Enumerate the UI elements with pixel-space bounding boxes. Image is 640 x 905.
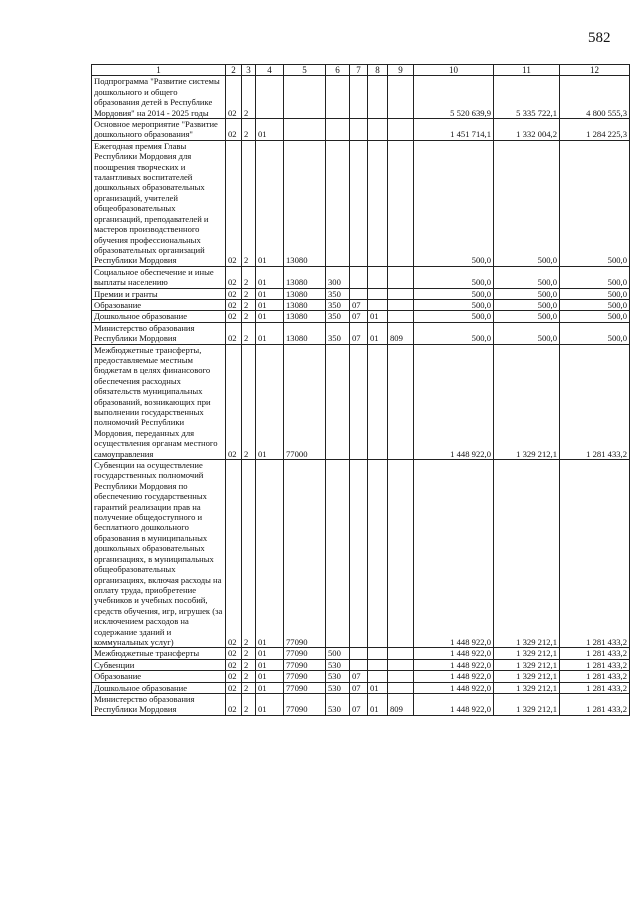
code-cell: [350, 266, 368, 288]
amount-cell: 500,0: [560, 311, 630, 322]
code-cell: [388, 266, 414, 288]
code-cell: 350: [326, 322, 350, 344]
header-cell: 9: [388, 65, 414, 76]
code-cell: 809: [388, 693, 414, 715]
amount-cell: 1 329 212,1: [494, 671, 560, 682]
table-row: [92, 682, 630, 693]
code-cell: 02: [226, 266, 242, 288]
code-cell: [368, 140, 388, 266]
code-cell: 07: [350, 693, 368, 715]
code-cell: [284, 119, 326, 141]
row-name-cell: Межбюджетные трансферты, предоставляемые местным бюджетам в целях финансового обеспечения расходных обязательств муниципальных образований, возникающих при выполнении государственных полномочий Республики Мордовия, переданных для осуществления органам местного самоуправления: [92, 344, 226, 459]
code-cell: [388, 288, 414, 299]
amount-cell: 500,0: [494, 299, 560, 310]
amount-cell: 5 520 639,9: [414, 76, 494, 119]
header-cell: 3: [242, 65, 256, 76]
amount-cell: 4 800 555,3: [560, 76, 630, 119]
row-name-cell: Дошкольное образование: [92, 311, 226, 322]
code-cell: 350: [326, 311, 350, 322]
code-cell: [368, 460, 388, 648]
amount-cell: 1 329 212,1: [494, 648, 560, 659]
table-row: [92, 322, 630, 344]
amount-cell: 1 329 212,1: [494, 682, 560, 693]
row-name-cell: Премии и гранты: [92, 288, 226, 299]
code-cell: 2: [242, 76, 256, 119]
code-cell: 01: [256, 671, 284, 682]
header-cell: 2: [226, 65, 242, 76]
code-cell: 07: [350, 299, 368, 310]
amount-cell: 500,0: [560, 288, 630, 299]
code-cell: [368, 299, 388, 310]
amount-cell: 500,0: [414, 322, 494, 344]
code-cell: 77090: [284, 659, 326, 670]
code-cell: 500: [326, 648, 350, 659]
code-cell: 2: [242, 311, 256, 322]
code-cell: [388, 648, 414, 659]
amount-cell: 500,0: [560, 140, 630, 266]
code-cell: 01: [256, 119, 284, 141]
table-row: [92, 671, 630, 682]
header-cell: 4: [256, 65, 284, 76]
code-cell: [350, 648, 368, 659]
code-cell: 02: [226, 659, 242, 670]
code-cell: 02: [226, 140, 242, 266]
code-cell: 77090: [284, 693, 326, 715]
header-cell: 10: [414, 65, 494, 76]
amount-cell: 1 448 922,0: [414, 648, 494, 659]
code-cell: 01: [368, 682, 388, 693]
code-cell: 01: [256, 659, 284, 670]
header-cell: 7: [350, 65, 368, 76]
code-cell: 2: [242, 659, 256, 670]
table-row: [92, 460, 630, 648]
amount-cell: 1 281 433,2: [560, 693, 630, 715]
code-cell: 02: [226, 693, 242, 715]
code-cell: [284, 76, 326, 119]
table-row: [92, 266, 630, 288]
code-cell: 02: [226, 288, 242, 299]
code-cell: 2: [242, 682, 256, 693]
code-cell: 13080: [284, 299, 326, 310]
code-cell: 300: [326, 266, 350, 288]
code-cell: 530: [326, 671, 350, 682]
table-row: [92, 693, 630, 715]
table-row: [92, 648, 630, 659]
code-cell: 02: [226, 460, 242, 648]
code-cell: 02: [226, 682, 242, 693]
code-cell: 2: [242, 460, 256, 648]
code-cell: 350: [326, 288, 350, 299]
code-cell: [368, 76, 388, 119]
code-cell: [368, 648, 388, 659]
code-cell: 01: [256, 266, 284, 288]
row-name-cell: Основное мероприятие "Развитие дошкольного образования": [92, 119, 226, 141]
code-cell: 2: [242, 693, 256, 715]
table-row: [92, 299, 630, 310]
code-cell: 2: [242, 266, 256, 288]
row-name-cell: Социальное обеспечение и иные выплаты населению: [92, 266, 226, 288]
code-cell: 2: [242, 140, 256, 266]
amount-cell: 500,0: [414, 299, 494, 310]
amount-cell: 1 448 922,0: [414, 682, 494, 693]
budget-table: [91, 64, 630, 716]
code-cell: [350, 288, 368, 299]
amount-cell: 1 451 714,1: [414, 119, 494, 141]
code-cell: 2: [242, 288, 256, 299]
code-cell: [368, 659, 388, 670]
code-cell: 01: [256, 460, 284, 648]
code-cell: 07: [350, 682, 368, 693]
code-cell: 13080: [284, 322, 326, 344]
amount-cell: 1 284 225,3: [560, 119, 630, 141]
amount-cell: 1 448 922,0: [414, 693, 494, 715]
code-cell: 530: [326, 682, 350, 693]
amount-cell: 500,0: [494, 140, 560, 266]
code-cell: 13080: [284, 140, 326, 266]
code-cell: 13080: [284, 311, 326, 322]
code-cell: 77090: [284, 460, 326, 648]
code-cell: 01: [256, 344, 284, 459]
row-name-cell: Подпрограмма "Развитие системы дошкольного и общего образования детей в Республике Мордовия" на 2014 - 2025 годы: [92, 76, 226, 119]
row-name-cell: Образование: [92, 299, 226, 310]
code-cell: 02: [226, 648, 242, 659]
table-row: [92, 344, 630, 459]
code-cell: 01: [368, 311, 388, 322]
code-cell: [350, 344, 368, 459]
table-row: [92, 76, 630, 119]
code-cell: 2: [242, 344, 256, 459]
code-cell: [388, 344, 414, 459]
amount-cell: 500,0: [414, 288, 494, 299]
amount-cell: 1 281 433,2: [560, 460, 630, 648]
code-cell: [350, 460, 368, 648]
header-cell: 6: [326, 65, 350, 76]
code-cell: [256, 76, 284, 119]
code-cell: 07: [350, 311, 368, 322]
row-name-cell: Дошкольное образование: [92, 682, 226, 693]
code-cell: 2: [242, 299, 256, 310]
code-cell: 02: [226, 299, 242, 310]
amount-cell: 500,0: [560, 266, 630, 288]
code-cell: [350, 119, 368, 141]
code-cell: [368, 266, 388, 288]
row-name-cell: Министерство образования Республики Мордовия: [92, 693, 226, 715]
header-cell: 1: [92, 65, 226, 76]
code-cell: 77090: [284, 671, 326, 682]
amount-cell: 1 329 212,1: [494, 460, 560, 648]
row-name-cell: Ежегодная премия Главы Республики Мордовия для поощрения творческих и талантливых воспитателей дошкольных образовательных организаций, учителей общеобразовательных организаций, преподавателей и мастеров производственного обучения профессиональных образовательных организаций Республики Мордовия: [92, 140, 226, 266]
amount-cell: 1 281 433,2: [560, 344, 630, 459]
code-cell: 02: [226, 119, 242, 141]
table-row: [92, 119, 630, 141]
amount-cell: 1 448 922,0: [414, 659, 494, 670]
code-cell: 2: [242, 648, 256, 659]
code-cell: 02: [226, 76, 242, 119]
header-cell: 8: [368, 65, 388, 76]
code-cell: 01: [256, 299, 284, 310]
code-cell: 01: [256, 648, 284, 659]
table-body: [92, 65, 630, 716]
code-cell: [326, 119, 350, 141]
code-cell: 2: [242, 322, 256, 344]
amount-cell: 1 281 433,2: [560, 648, 630, 659]
row-name-cell: Субвенции на осуществление государственных полномочий Республики Мордовия по обеспечению государственных гарантий реализации прав на получение общедоступного и бесплатного дошкольного образования в муниципальных дошкольных образовательных организациях, в муниципальных общеобразовательных организациях, включая расходы на оплату труда, приобретение учебников и учебных пособий, средств обучения, игр, игрушек (за исключением расходов на содержание зданий и коммунальных услуг): [92, 460, 226, 648]
amount-cell: 500,0: [494, 311, 560, 322]
amount-cell: 1 329 212,1: [494, 659, 560, 670]
code-cell: 01: [256, 140, 284, 266]
amount-cell: 500,0: [560, 322, 630, 344]
code-cell: 2: [242, 671, 256, 682]
code-cell: 77000: [284, 344, 326, 459]
code-cell: [368, 671, 388, 682]
code-cell: [368, 119, 388, 141]
header-cell: 11: [494, 65, 560, 76]
code-cell: 07: [350, 671, 368, 682]
code-cell: [368, 344, 388, 459]
code-cell: 2: [242, 119, 256, 141]
code-cell: [368, 288, 388, 299]
table-row: [92, 311, 630, 322]
code-cell: 350: [326, 299, 350, 310]
code-cell: 02: [226, 671, 242, 682]
amount-cell: 1 332 004,2: [494, 119, 560, 141]
code-cell: 530: [326, 693, 350, 715]
table-row: [92, 288, 630, 299]
code-cell: [388, 659, 414, 670]
code-cell: [388, 299, 414, 310]
code-cell: 809: [388, 322, 414, 344]
code-cell: 01: [368, 322, 388, 344]
amount-cell: 1 281 433,2: [560, 659, 630, 670]
code-cell: [350, 659, 368, 670]
amount-cell: 500,0: [560, 299, 630, 310]
amount-cell: 500,0: [494, 288, 560, 299]
amount-cell: 500,0: [414, 266, 494, 288]
code-cell: 01: [256, 693, 284, 715]
amount-cell: 1 329 212,1: [494, 693, 560, 715]
code-cell: 07: [350, 322, 368, 344]
amount-cell: 500,0: [494, 266, 560, 288]
code-cell: [388, 140, 414, 266]
code-cell: 01: [368, 693, 388, 715]
row-name-cell: Министерство образования Республики Мордовия: [92, 322, 226, 344]
amount-cell: 1 448 922,0: [414, 460, 494, 648]
code-cell: [388, 76, 414, 119]
amount-cell: 500,0: [414, 140, 494, 266]
code-cell: [326, 460, 350, 648]
code-cell: 01: [256, 288, 284, 299]
amount-cell: 1 448 922,0: [414, 671, 494, 682]
amount-cell: 5 335 722,1: [494, 76, 560, 119]
code-cell: 01: [256, 311, 284, 322]
code-cell: 02: [226, 344, 242, 459]
code-cell: [388, 671, 414, 682]
amount-cell: 1 281 433,2: [560, 671, 630, 682]
amount-cell: 500,0: [414, 311, 494, 322]
code-cell: 01: [256, 682, 284, 693]
amount-cell: 1 281 433,2: [560, 682, 630, 693]
table-row: [92, 659, 630, 670]
code-cell: [326, 76, 350, 119]
header-cell: 5: [284, 65, 326, 76]
row-name-cell: Образование: [92, 671, 226, 682]
code-cell: 13080: [284, 266, 326, 288]
row-name-cell: Межбюджетные трансферты: [92, 648, 226, 659]
code-cell: 02: [226, 322, 242, 344]
amount-cell: 1 329 212,1: [494, 344, 560, 459]
code-cell: 01: [256, 322, 284, 344]
code-cell: 77090: [284, 648, 326, 659]
code-cell: 77090: [284, 682, 326, 693]
table-row: [92, 140, 630, 266]
code-cell: [388, 119, 414, 141]
page-number: 582: [588, 30, 611, 46]
table-header-row: [92, 65, 630, 76]
code-cell: [350, 140, 368, 266]
code-cell: [326, 140, 350, 266]
code-cell: [388, 460, 414, 648]
code-cell: 13080: [284, 288, 326, 299]
amount-cell: 1 448 922,0: [414, 344, 494, 459]
code-cell: [388, 311, 414, 322]
code-cell: [388, 682, 414, 693]
code-cell: [350, 76, 368, 119]
code-cell: [326, 344, 350, 459]
code-cell: 530: [326, 659, 350, 670]
code-cell: 02: [226, 311, 242, 322]
amount-cell: 500,0: [494, 322, 560, 344]
header-cell: 12: [560, 65, 630, 76]
row-name-cell: Субвенции: [92, 659, 226, 670]
